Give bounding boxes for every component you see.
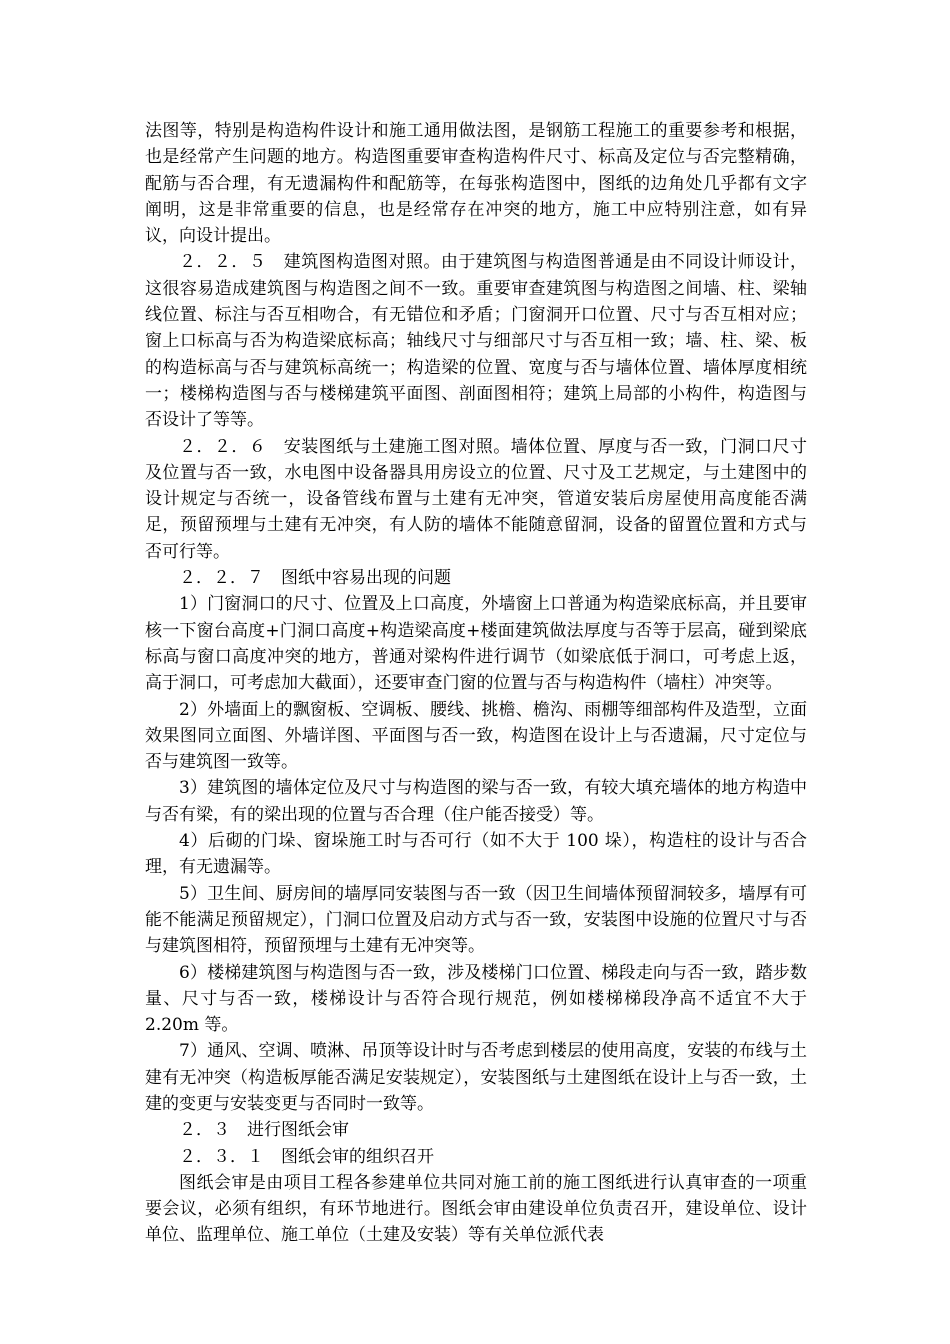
heading-2-3-1: ２．３．１ 图纸会审的组织召开 xyxy=(179,1146,434,1167)
list-item-7: 7）通风、空调、喷淋、吊顶等设计时与否考虑到楼层的使用高度，安装的布线与土建有无冲突（构造板厚能否满足安装规定），安装图纸与土建图纸在设计上与否一致，土建的变更与安装变更与否同时一致等。 xyxy=(145,1041,807,1114)
paragraph-2-2-6: ２．２．６ 安装图纸与土建施工图对照。墙体位置、厚度与否一致，门洞口尺寸及位置与否一致，水电图中设备器具用房设立的位置、尺寸及工艺规定，与土建图中的设计规定与否统一，设备管线布置与土建有无冲突，管道安装后房屋使用高度能否满足，预留预埋与土建有无冲突，有人防的墙体不能随意留洞，设备的留置位置和方式与否可行等。 xyxy=(145,436,807,562)
document-body xyxy=(145,118,807,1249)
list-item-4: 4）后砌的门垛、窗垛施工时与否可行（如不大于 100 垛），构造柱的设计与否合理，有无遗漏等。 xyxy=(145,831,807,878)
heading-2-3: ２．３ 进行图纸会审 xyxy=(179,1120,349,1141)
list-item-3: 3）建筑图的墙体定位及尺寸与构造图的梁与否一致，有较大填充墙体的地方构造中与否有梁，有的梁出现的位置与否合理（住户能否接受）等。 xyxy=(145,778,807,825)
paragraph-continued-text: 法图等，特别是构造构件设计和施工通用做法图，是钢筋工程施工的重要参考和根据，也是经常产生问题的地方。构造图重要审查构造构件尺寸、标高及定位与否完整精确，配筋与否合理，有无遗漏构件和配筋等，在每张构造图中，图纸的边角处几乎都有文字阐明，这是非常重要的信息，也是经常存在冲突的地方，施工中应特别注意，如有异议，向设计提出。 xyxy=(145,121,807,247)
list-item-6: 6）楼梯建筑图与构造图与否一致，涉及楼梯门口位置、梯段走向与否一致，踏步数量、尺寸与否一致，楼梯设计与否符合现行规范，例如楼梯梯段净高不适宜不大于 2.20m 等。 xyxy=(145,962,807,1036)
list-item-5: 5）卫生间、厨房间的墙厚同安装图与否一致（因卫生间墙体预留洞较多，墙厚有可能不能满足预留规定），门洞口位置及启动方式与否一致，安装图中设施的位置尺寸与否与建筑图相符，预留预埋与土建有无冲突等。 xyxy=(145,883,807,957)
heading-2-2-7: ２．２．７ 图纸中容易出现的问题 xyxy=(179,568,451,589)
list-item-1: 1）门窗洞口的尺寸、位置及上口高度，外墙窗上口普通为构造梁底标高，并且要审核一下窗台高度+门洞口高度+构造梁高度+楼面建筑做法厚度与否等于层高，碰到梁底标高与窗口高度冲突的地方，普通对梁构件进行调节（如梁底低于洞口，可考虑上返，高于洞口，可考虑加大截面），还要审查门窗的位置与否与构造构件（墙柱）冲突等。 xyxy=(145,594,807,694)
paragraph-drawing-review: 图纸会审是由项目工程各参建单位共同对施工前的施工图纸进行认真审查的一项重要会议，必须有组织，有环节地进行。图纸会审由建设单位负责召开，建设单位、设计单位、监理单位、施工单位（土建及安装）等有关单位派代表 xyxy=(145,1172,807,1246)
list-item-2: 2）外墙面上的飘窗板、空调板、腰线、挑檐、檐沟、雨棚等细部构件及造型，立面效果图同立面图、外墙详图、平面图与否一致，构造图在设计上与否遗漏，尺寸定位与否与建筑图一致等。 xyxy=(145,699,807,773)
paragraph-2-2-5: ２．２．５ 建筑图构造图对照。由于建筑图与构造图普通是由不同设计师设计，这很容易造成建筑图与构造图之间不一致。重要审查建筑图与构造图之间墙、柱、梁轴线位置、标注与否互相吻合，有无错位和矛盾；门窗洞开口位置、尺寸与否互相对应；窗上口标高与否为构造梁底标高；轴线尺寸与细部尺寸与否互相一致；墙、柱、梁、板的构造标高与否与建筑标高统一；构造梁的位置、宽度与否与墙体位置、墙体厚度相统一；楼梯构造图与否与楼梯建筑平面图、剖面图相符；建筑上局部的小构件，构造图与否设计了等等。 xyxy=(145,252,807,431)
